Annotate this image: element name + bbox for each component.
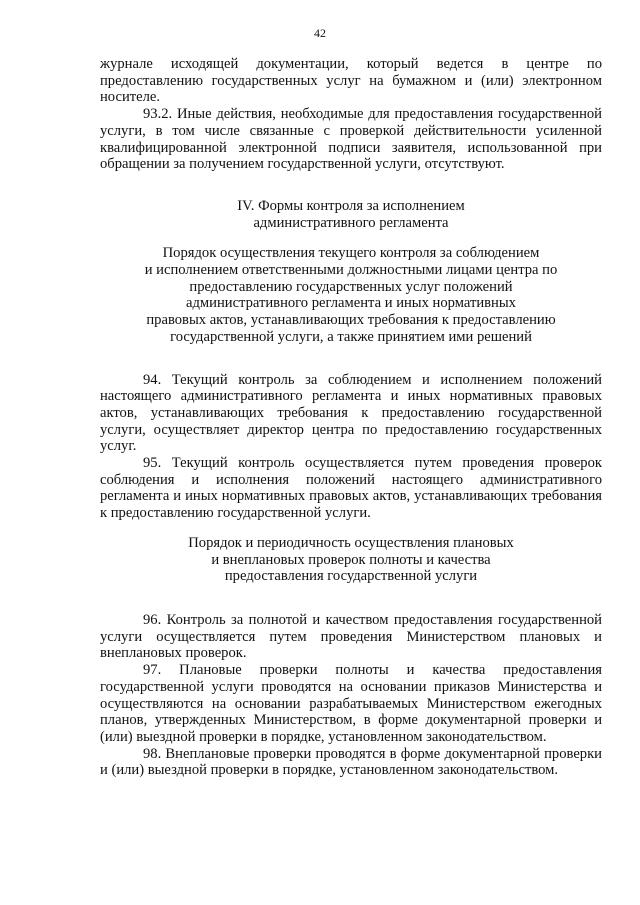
subsection-heading-inspections xyxy=(100,535,602,585)
page-number: 42 xyxy=(314,26,326,40)
paragraph-95: 95. Текущий контроль осуществляется путем проведения проверок соблюдения и исполнения положений настоящего административного регламента и иных нормативных правовых актов, устанавливающих требования к предоставлению государственной услуги. xyxy=(100,455,602,522)
heading-line: административного регламента и иных нормативных xyxy=(186,295,516,312)
heading-line: IV. Формы контроля за исполнением xyxy=(237,197,465,214)
section-heading xyxy=(100,198,602,231)
paragraph-continuation: журнале исходящей документации, который ведется в центре по предоставлению государственных услуг на бумажном и (или) электронном носителе. xyxy=(100,56,602,106)
heading-line: Порядок и периодичность осуществления плановых xyxy=(188,534,514,551)
paragraph-94: 94. Текущий контроль за соблюдением и исполнением положений настоящего административного регламента и иных нормативных правовых актов, устанавливающих требования к предоставлению государственной услуги, осуществляет директор центра по предоставлению государственных услуг. xyxy=(100,371,602,455)
subsection-heading-current-control xyxy=(100,245,602,345)
heading-line: административного регламента xyxy=(253,214,449,231)
heading-line: предоставлению государственных услуг положений xyxy=(189,278,513,295)
document-body xyxy=(100,56,602,779)
heading-line: Порядок осуществления текущего контроля за соблюдением xyxy=(162,245,540,262)
paragraph-96: 96. Контроль за полнотой и качеством предоставления государственной услуги осуществляется путем проведения Министерством плановых и внеплановых проверок. xyxy=(100,611,602,662)
heading-line: и внеплановых проверок полноты и качества xyxy=(211,551,491,568)
heading-line: государственной услуги, а также принятием ими решений xyxy=(170,328,532,345)
heading-line: и исполнением ответственными должностными лицами центра по xyxy=(144,262,558,279)
heading-line: правовых актов, устанавливающих требования к предоставлению xyxy=(146,312,556,329)
paragraph-97: 97. Плановые проверки полноты и качества предоставления государственной услуги проводятся на основании приказов Министерства и осуществляются на основании разрабатываемых Министерством ежегодных планов, утвержденных Министерством, в форме документарной проверки и (или) выездной проверки в порядке, установленном законодательством. xyxy=(100,662,602,745)
heading-line: предоставления государственной услуги xyxy=(224,568,478,585)
paragraph-98: 98. Внеплановые проверки проводятся в форме документарной проверки и (или) выездной проверки в порядке, установленном законодательством. xyxy=(100,745,602,779)
paragraph-93-2: 93.2. Иные действия, необходимые для предоставления государственной услуги, в том числе связанные с проверкой действительности усиленной квалифицированной электронной подписи заявителя, использованной при обращении за получением государственной услуги, отсутствуют. xyxy=(100,106,602,173)
